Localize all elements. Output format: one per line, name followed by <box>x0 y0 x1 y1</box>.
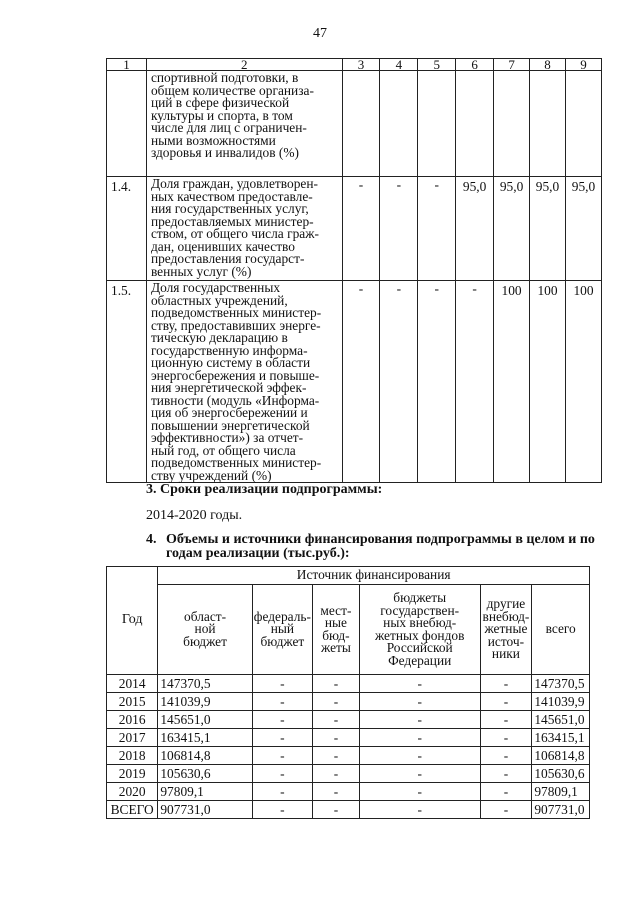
extrabudgetary-funds-cell: - <box>359 747 480 765</box>
description-line: общем количестве организа- <box>150 82 314 98</box>
description-line: тивности (модуль «Информа- <box>150 392 320 408</box>
row-value: 95,0 <box>494 177 530 281</box>
description-line: государственную информа- <box>150 342 308 358</box>
row-value <box>456 71 494 177</box>
row-value: - <box>418 281 456 483</box>
source-header: Источник финансирования <box>158 567 590 585</box>
year-cell: 2015 <box>107 693 158 711</box>
local-budget-cell: - <box>313 729 360 747</box>
column-header-line: жетные <box>484 621 528 637</box>
description-line: ций в сфере физической <box>150 95 290 110</box>
table-row <box>107 765 590 783</box>
description-line: предоставляемых министер- <box>150 213 314 229</box>
column-header-line: внебюд- <box>482 608 530 624</box>
row-value <box>530 71 566 177</box>
row-value: 100 <box>530 281 566 483</box>
row-value: 95,0 <box>530 177 566 281</box>
other-sources-cell: - <box>480 801 532 819</box>
description-line: ных качеством предоставле- <box>150 188 313 204</box>
column-header <box>480 585 532 675</box>
year-cell: 2018 <box>107 747 158 765</box>
row-description <box>146 177 342 281</box>
section-4-number: 4. <box>146 532 157 547</box>
description-line: Доля государственных <box>150 280 281 295</box>
regional-budget-cell: 145651,0 <box>158 711 252 729</box>
row-value <box>494 71 530 177</box>
column-header-line: бюджет <box>183 633 227 649</box>
description-line: спортивной подготовки, в <box>150 70 299 85</box>
description-line: областных учреждений, <box>150 292 288 308</box>
row-value: - <box>342 281 380 483</box>
local-budget-cell: - <box>313 801 360 819</box>
funding-table <box>106 566 590 819</box>
total-cell: 145651,0 <box>532 711 590 729</box>
local-budget-cell: - <box>313 693 360 711</box>
column-header-line: ный <box>270 621 295 637</box>
row-value: - <box>456 281 494 483</box>
description-line: ционную систему в области <box>150 355 311 370</box>
table-header-row <box>107 567 590 585</box>
row-value: - <box>380 281 418 483</box>
year-cell: 2020 <box>107 783 158 801</box>
column-number: 3 <box>342 59 380 71</box>
table-row <box>107 71 602 177</box>
section-3-text: 2014-2020 годы. <box>146 508 243 523</box>
year-cell: 2014 <box>107 675 158 693</box>
total-cell: 907731,0 <box>532 801 590 819</box>
description-line: тическую декларацию в <box>150 330 288 345</box>
column-header <box>252 585 312 675</box>
description-line: ный год, от общего числа <box>150 442 296 458</box>
row-value: - <box>342 177 380 281</box>
federal-budget-cell: - <box>252 711 312 729</box>
local-budget-cell: - <box>313 675 360 693</box>
other-sources-cell: - <box>480 765 532 783</box>
table-row <box>107 675 590 693</box>
column-header-line: ные <box>324 615 347 630</box>
column-number: 9 <box>565 59 601 71</box>
description-line: ния государственных услуг, <box>150 201 309 216</box>
column-header-line: мест- <box>320 602 352 618</box>
row-number <box>107 71 147 177</box>
column-header-line: источ- <box>487 633 525 649</box>
federal-budget-cell: - <box>252 747 312 765</box>
column-header-line: ники <box>491 646 520 662</box>
description-line: ными возможностями <box>150 132 276 148</box>
other-sources-cell: - <box>480 747 532 765</box>
section-4-title: Объемы и источники финансирования подпрограммы в целом и по годам реализации (тыс.руб.): <box>166 532 595 561</box>
description-line: числе для лиц с ограничен- <box>150 120 307 135</box>
row-value: 100 <box>494 281 530 483</box>
column-number: 8 <box>530 59 566 71</box>
column-header-line: жеты <box>321 640 351 655</box>
regional-budget-cell: 163415,1 <box>158 729 252 747</box>
row-description <box>146 281 342 483</box>
column-number: 2 <box>146 59 342 71</box>
column-header <box>158 585 252 675</box>
section-3-heading: 3. Сроки реализации подпрограммы: <box>146 482 383 497</box>
federal-budget-cell: - <box>252 729 312 747</box>
column-header-line: бюд- <box>322 627 350 643</box>
federal-budget-cell: - <box>252 693 312 711</box>
regional-budget-cell: 907731,0 <box>158 801 252 819</box>
year-cell: 2016 <box>107 711 158 729</box>
table-row <box>107 177 602 281</box>
description-line: ству учреждений (%) <box>150 467 272 483</box>
row-value: - <box>418 177 456 281</box>
year-header: Год <box>107 567 158 675</box>
other-sources-cell: - <box>480 729 532 747</box>
other-sources-cell: - <box>480 783 532 801</box>
local-budget-cell: - <box>313 747 360 765</box>
description-line: подведомственных министер- <box>150 455 322 470</box>
year-cell: 2019 <box>107 765 158 783</box>
column-header-line: ных внебюд- <box>383 615 457 630</box>
column-header-line: област- <box>184 608 227 624</box>
description-line: дан, оценивших качество <box>150 238 295 254</box>
table-row <box>107 729 590 747</box>
row-value <box>342 71 380 177</box>
extrabudgetary-funds-cell: - <box>359 783 480 801</box>
description-line: Доля граждан, удовлетворен- <box>150 176 318 191</box>
table-row <box>107 693 590 711</box>
description-line: ством, от общего числа граж- <box>150 226 319 241</box>
column-number: 6 <box>456 59 494 71</box>
row-value: 95,0 <box>456 177 494 281</box>
regional-budget-cell: 147370,5 <box>158 675 252 693</box>
description-line: повышении энергетической <box>150 417 310 433</box>
regional-budget-cell: 97809,1 <box>158 783 252 801</box>
other-sources-cell: - <box>480 693 532 711</box>
row-value: - <box>380 177 418 281</box>
description-line: здоровья и инвалидов (%) <box>150 145 299 160</box>
extrabudgetary-funds-cell: - <box>359 729 480 747</box>
indicators-table <box>106 58 602 483</box>
table-row <box>107 747 590 765</box>
total-cell: 97809,1 <box>532 783 590 801</box>
row-number: 1.4. <box>107 177 147 281</box>
table-row <box>107 281 602 483</box>
column-number: 1 <box>107 59 147 71</box>
local-budget-cell: - <box>313 765 360 783</box>
page-number: 47 <box>313 26 327 41</box>
row-number: 1.5. <box>107 281 147 483</box>
column-header-line: Российской <box>386 640 453 655</box>
total-cell: 105630,6 <box>532 765 590 783</box>
section-4-heading <box>146 533 606 561</box>
federal-budget-cell: - <box>252 801 312 819</box>
extrabudgetary-funds-cell: - <box>359 675 480 693</box>
table-row <box>107 801 590 819</box>
column-header <box>532 585 590 675</box>
description-line: предоставления государст- <box>150 251 305 266</box>
federal-budget-cell: - <box>252 675 312 693</box>
column-header-line: федераль- <box>253 608 311 624</box>
federal-budget-cell: - <box>252 765 312 783</box>
row-value <box>380 71 418 177</box>
column-number: 7 <box>494 59 530 71</box>
total-cell: 163415,1 <box>532 729 590 747</box>
column-header-line: бюджеты <box>393 590 447 605</box>
extrabudgetary-funds-cell: - <box>359 711 480 729</box>
local-budget-cell: - <box>313 711 360 729</box>
local-budget-cell: - <box>313 783 360 801</box>
total-cell: 106814,8 <box>532 747 590 765</box>
regional-budget-cell: 141039,9 <box>158 693 252 711</box>
description-line: подведомственных министер- <box>150 305 322 320</box>
table-header-row <box>107 585 590 675</box>
column-header-line: другие <box>486 596 526 612</box>
description-line: ния энергетической эффек- <box>150 380 307 395</box>
row-value <box>418 71 456 177</box>
table-header-row <box>107 59 602 71</box>
column-header <box>313 585 360 675</box>
row-value: 100 <box>565 281 601 483</box>
table-row <box>107 783 590 801</box>
description-line: венных услуг (%) <box>150 263 252 279</box>
total-cell: 147370,5 <box>532 675 590 693</box>
year-cell: 2017 <box>107 729 158 747</box>
column-header-line: всего <box>545 621 576 637</box>
extrabudgetary-funds-cell: - <box>359 765 480 783</box>
regional-budget-cell: 106814,8 <box>158 747 252 765</box>
description-line: ция об энергосбережении и <box>150 405 308 420</box>
description-line: эффективности») за отчет- <box>150 430 304 445</box>
column-header-line: бюджет <box>260 633 305 649</box>
row-description <box>146 71 342 177</box>
description-line: культуры и спорта, в том <box>150 107 293 123</box>
regional-budget-cell: 105630,6 <box>158 765 252 783</box>
column-header-line: ной <box>194 621 216 637</box>
year-cell: ВСЕГО <box>107 801 158 819</box>
other-sources-cell: - <box>480 675 532 693</box>
extrabudgetary-funds-cell: - <box>359 693 480 711</box>
description-line: ству, предоставивших энерге- <box>150 317 321 333</box>
row-value: 95,0 <box>565 177 601 281</box>
column-number: 5 <box>418 59 456 71</box>
extrabudgetary-funds-cell: - <box>359 801 480 819</box>
column-header <box>359 585 480 675</box>
column-number: 4 <box>380 59 418 71</box>
row-value <box>565 71 601 177</box>
total-cell: 141039,9 <box>532 693 590 711</box>
column-header-line: жетных фондов <box>374 627 465 643</box>
federal-budget-cell: - <box>252 783 312 801</box>
other-sources-cell: - <box>480 711 532 729</box>
table-row <box>107 711 590 729</box>
column-header-line: государствен- <box>380 602 460 618</box>
column-header-line: Федерации <box>388 652 452 668</box>
description-line: энергосбережения и повыше- <box>150 367 320 383</box>
